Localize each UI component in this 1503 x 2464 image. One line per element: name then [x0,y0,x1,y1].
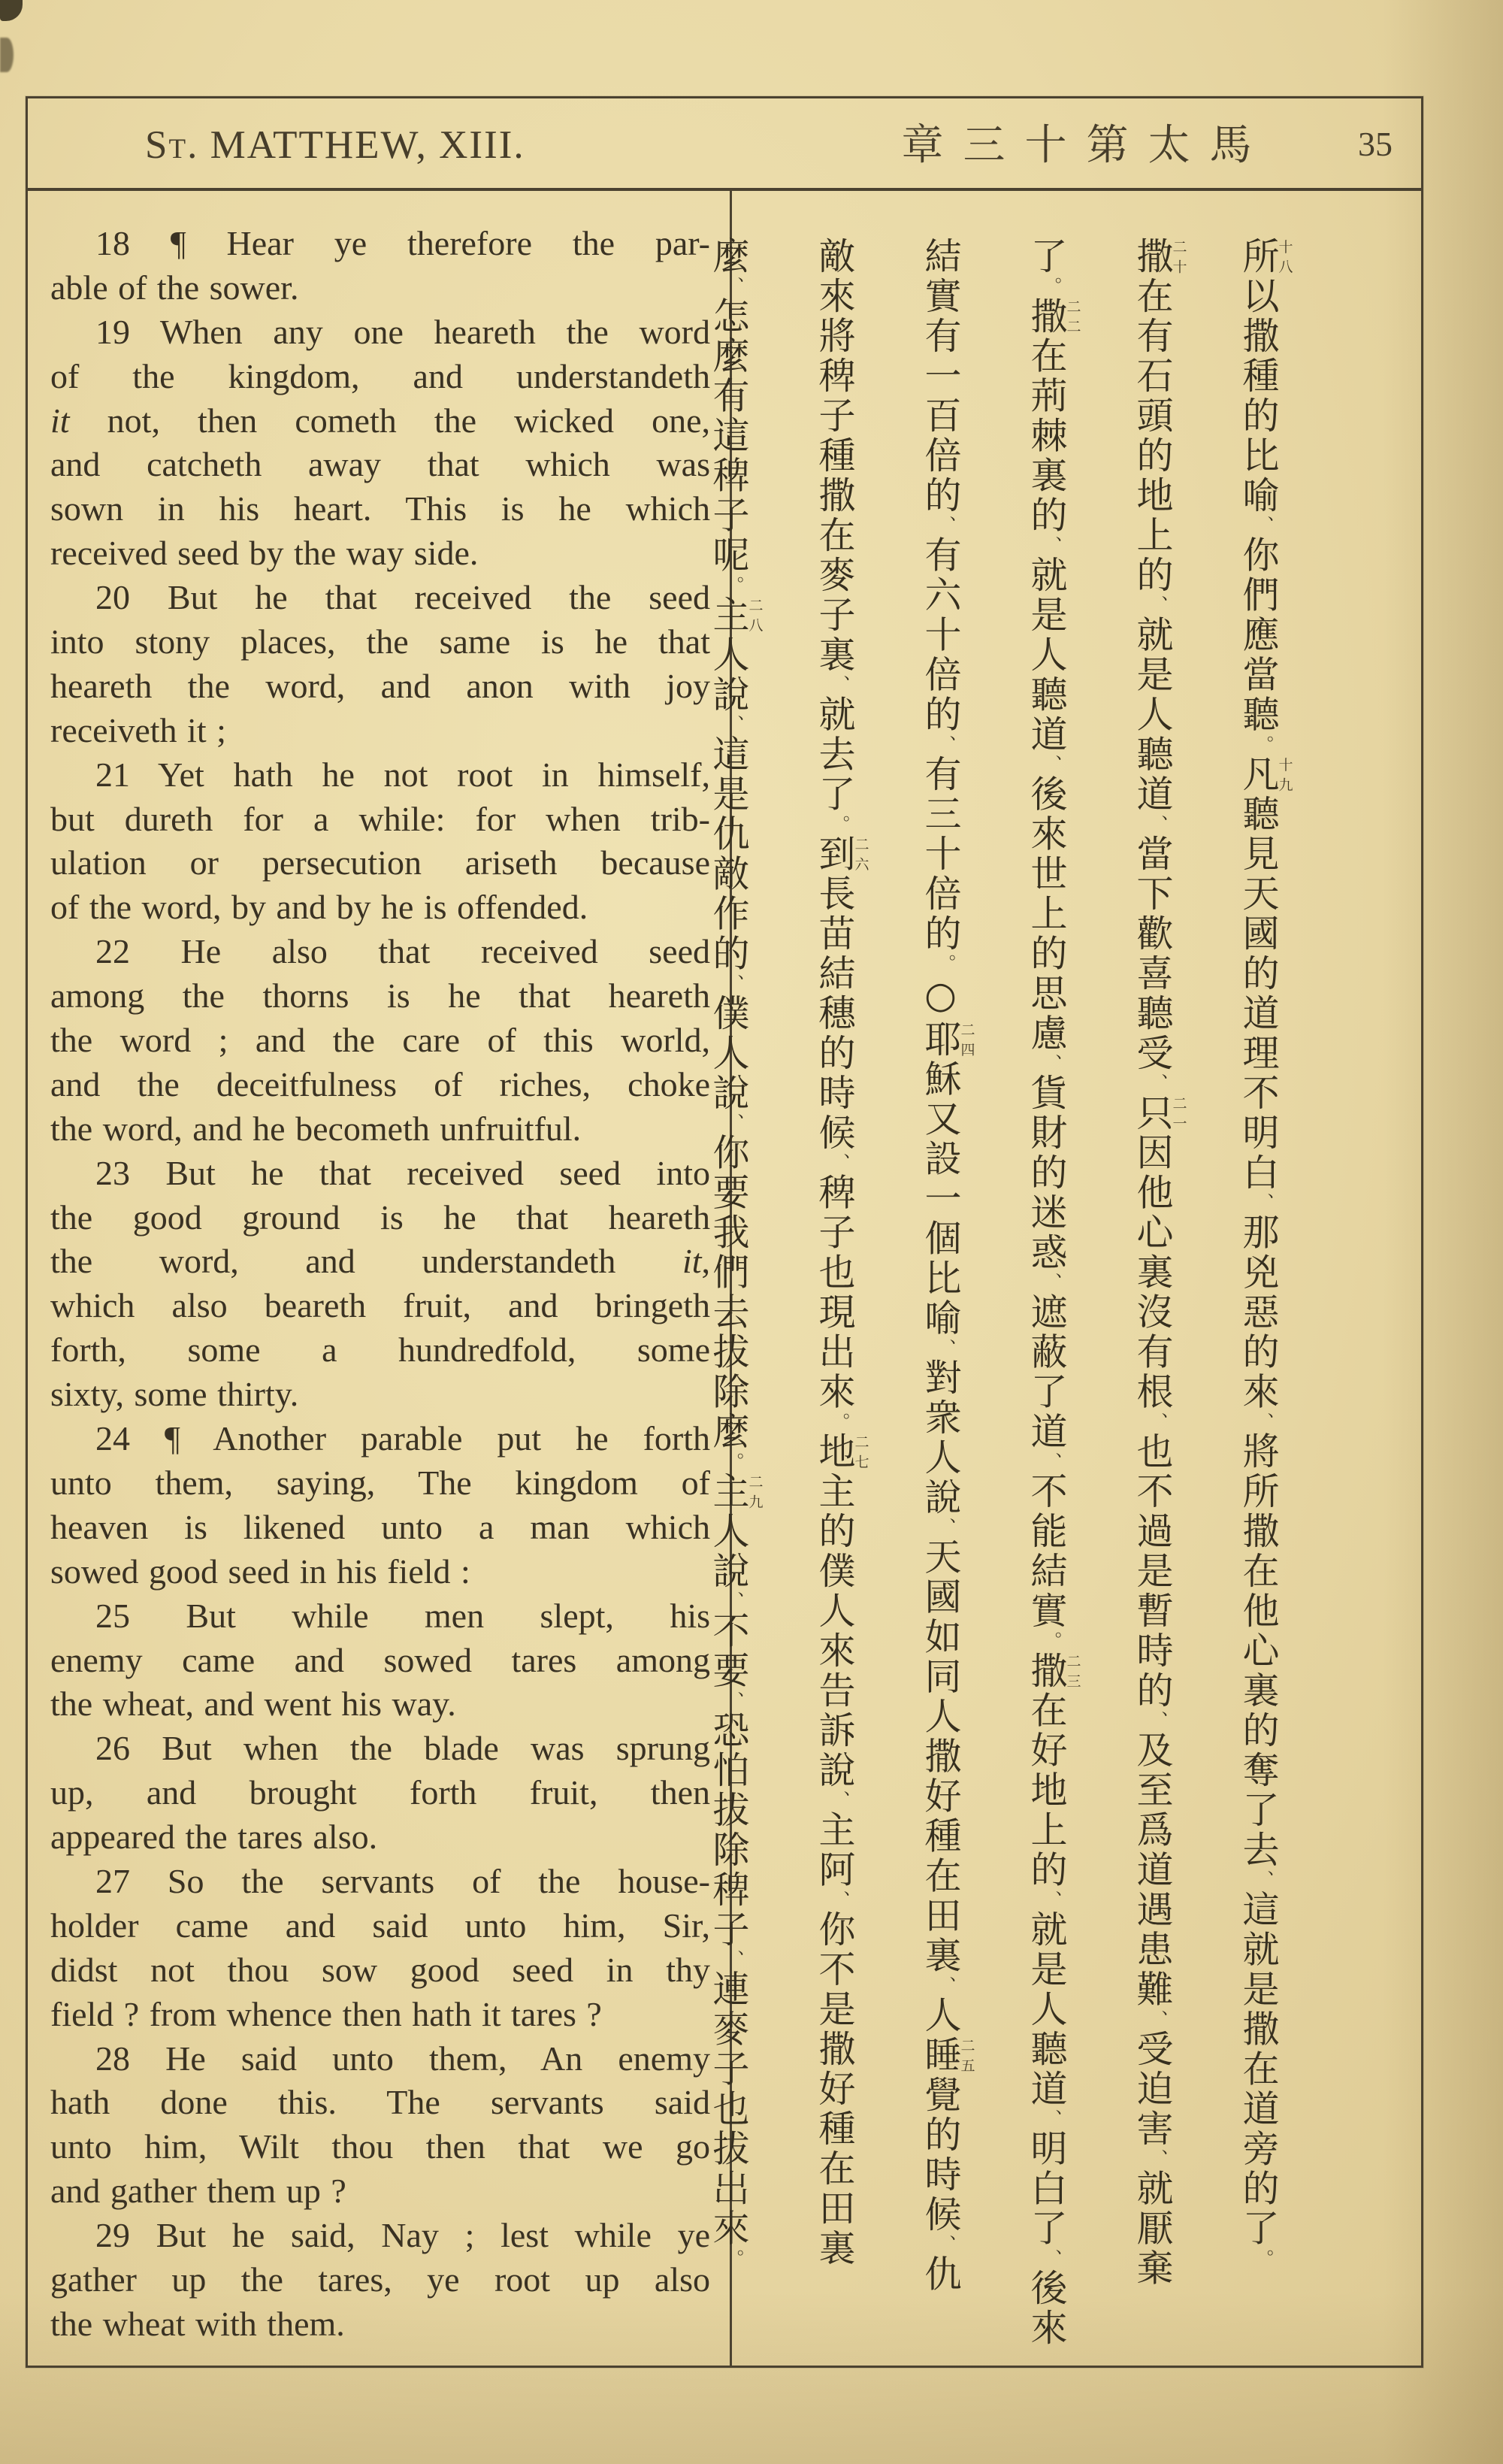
scan-artifact-edge [0,38,14,72]
text-line: hath done this. The servants said [50,2083,710,2122]
verse-number-annotation: 主二九 [707,1472,764,1512]
punctuation: 。 [723,575,745,595]
punctuation: 、 [723,1113,745,1134]
punctuation: 。 [723,2248,745,2269]
text-line: gather up the tares, ye root up also [50,2260,710,2299]
text-line: holder came and said unto him, Sir, [50,1906,710,1945]
punctuation: 、 [1041,2109,1063,2130]
chinese-column: 了。撒二二在荊棘裏的、就是人聽道、後來世上的思慮、貨財的迷惑、遮蔽了道、不能結實。撒二三在好地上的、就是人聽道、明白了、後來 [1025,237,1081,2348]
punctuation: 、 [935,1338,957,1358]
punctuation: 、 [935,1975,957,1996]
page-header [28,98,1421,188]
text-line: the good ground is he that heareth [50,1197,710,1237]
text-line: received seed by the way side. [50,534,479,573]
text-line: the wheat, and went his way. [50,1685,456,1724]
punctuation: 、 [1147,1711,1169,1731]
punctuation: 。 [1253,734,1275,755]
punctuation: 、 [1041,1053,1063,1073]
punctuation: 、 [1147,1073,1169,1094]
punctuation: 、 [1253,1870,1275,1890]
chinese-text-section [676,237,1311,2348]
text-line: heareth the word, and anon with joy [50,666,710,705]
punctuation: 、 [1147,2009,1169,2030]
punctuation: 。 [829,814,851,834]
text-line: the wheat with them. [50,2304,345,2343]
punctuation: 、 [935,1518,957,1538]
punctuation: 、 [829,1790,851,1811]
punctuation: 、 [723,1691,745,1711]
text-line: unto him, Wilt thou then that we go [50,2127,710,2166]
text-line: sowed good seed in his field : [50,1551,470,1591]
text-line: 22 He also that received seed [95,932,710,971]
verse-number-annotation: 撒二二 [1025,296,1081,337]
text-line: of the word, by and by he is offended. [50,888,588,927]
text-line: didst not thou sow good seed in thy [50,1950,710,1989]
header-rule [26,188,1423,191]
chinese-column: 麼、怎麼有這稗子呢。主二八人說、這是仇敵作的、僕人說、你要我們去拔除麼。主二九人說、不要、恐怕拔除稗子、連麥子也拔出來。 [707,237,764,2269]
punctuation: 。 [1041,1631,1063,1651]
running-head-chinese: 章三十第太馬 [901,121,1272,170]
punctuation: 、 [1041,755,1063,775]
punctuation: 、 [723,1591,745,1612]
punctuation: 、 [1041,1890,1063,1910]
punctuation: 。 [935,954,957,974]
punctuation: 、 [1253,1193,1275,1213]
verse-number-annotation: 凡十九 [1237,755,1293,795]
page-number: 35 [1358,125,1393,163]
text-line: 18 ¶ Hear ye therefore the par- [95,224,710,262]
punctuation: 、 [935,516,957,536]
punctuation: 。 [1253,2248,1275,2269]
text-line: appeared the tares also. [50,1818,378,1857]
punctuation: 、 [1041,1273,1063,1293]
text-line: 21 Yet hath he not root in himself, [95,755,710,794]
punctuation: 、 [1041,535,1063,555]
chinese-column: 撒二十在有石頭的地上的、就是人聽道、當下歡喜聽受、只二一因他心裏沒有根、也不過是暫時的、及至爲道遇患難、受迫害、就厭棄 [1131,237,1187,2289]
punctuation: 、 [723,715,745,735]
punctuation: 、 [723,1950,745,1970]
punctuation: 、 [1147,814,1169,834]
punctuation: 、 [935,2235,957,2255]
punctuation: 、 [1041,2248,1063,2269]
text-line: and catcheth away that which was [50,445,710,484]
verse-number-annotation: 到二六 [813,834,869,874]
text-line: it not, then cometh the wicked one, [50,401,710,440]
text-line: enemy came and sowed tares among [50,1640,710,1679]
verse-number-annotation: 所十八 [1237,237,1293,277]
text-line: of the kingdom, and understandeth [50,356,710,395]
chinese-column: 所十八以撒種的比喻、你們應當聽。凡十九聽見天國的道理不明白、那兇惡的來、將所撒在他心裏的奪了去、這就是撒在道旁的了。 [1237,237,1293,2269]
text-line: 26 But when the blade was sprung [95,1729,710,1768]
verse-number-annotation: 睡二五 [919,2036,975,2075]
punctuation: 、 [1147,1412,1169,1432]
punctuation: 、 [829,1890,851,1910]
text-line: and gather them up ? [50,2172,346,2211]
text-line: but dureth for a while: for when trib- [50,799,710,838]
text-line: the word, and understandeth it, [50,1242,710,1281]
chinese-column: 敵來將稗子種撒在麥子裏、就去了。到二六長苗結穗的時候、稗子也現出來。地二七主的僕人來告訴說、主阿、你不是撒好種在田裏 [813,237,869,2269]
text-line: 27 So the servants of the house- [95,1861,710,1900]
verse-number-annotation: 主二八 [707,595,764,635]
text-line: which also beareth fruit, and bringeth [50,1286,710,1325]
text-line: up, and brought forth fruit, then [50,1773,710,1812]
running-head-english: St. MATTHEW, XIII. [145,123,525,167]
punctuation: 。 [829,1412,851,1432]
scan-artifact-corner [0,0,23,21]
verse-number-annotation: 只二一 [1131,1093,1187,1134]
punctuation: 。 [1041,277,1063,297]
punctuation: 、 [1041,1451,1063,1472]
text-line: into stony places, the same is he that [50,622,710,661]
text-line: 25 But while men slept, his [95,1596,710,1635]
text-line: and the deceitfulness of riches, choke [50,1064,710,1103]
punctuation: 、 [1147,2149,1169,2169]
text-line: the word, and he becometh unfruitful. [50,1109,582,1148]
text-line: 20 But he that received the seed [95,578,710,617]
text-line: 19 When any one heareth the word [95,312,710,351]
text-line: able of the sower. [50,268,299,307]
verse-number-annotation: 撒二十 [1131,237,1187,277]
punctuation: 、 [723,973,745,994]
text-line: sixty, some thirty. [50,1375,299,1414]
punctuation: 、 [1253,516,1275,536]
english-text-column [50,222,710,2347]
punctuation: 、 [723,277,745,297]
page-frame [26,96,1423,2368]
text-line: heaven is likened unto a man which [50,1507,710,1546]
text-line: the word ; and the care of this world, [50,1021,710,1060]
text-line: receiveth it ; [50,710,226,749]
text-line: unto them, saying, The kingdom of [50,1463,710,1502]
text-line: 29 But he said, Nay ; lest while ye [95,2216,710,2255]
verse-number-annotation: 撒二三 [1025,1651,1081,1691]
text-line: field ? from whence then hath it tares ? [50,1994,602,2033]
chinese-column: 結實有一百倍的、有六十倍的、有三十倍的。○耶二四穌又設一個比喻、對衆人說、天國如同人撒好種在田裏、人睡二五覺的時候、仇 [919,237,975,2295]
punctuation: 、 [829,1153,851,1173]
verse-number-annotation: 地二七 [813,1432,869,1472]
text-line: ulation or persecution ariseth because [50,843,710,882]
punctuation: 、 [829,675,851,695]
punctuation: 。 [723,1451,745,1472]
text-line: among the thorns is he that heareth [50,976,710,1016]
verse-number-annotation: 耶二四 [919,1019,975,1060]
text-line: forth, some a hundredfold, some [50,1330,710,1370]
punctuation: 、 [1253,1412,1275,1432]
text-line: sown in his heart. This is he which [50,489,710,528]
text-line: 23 But he that received seed into [95,1153,710,1192]
punctuation: 、 [935,734,957,755]
text-line: 28 He said unto them, An enemy [95,2039,710,2078]
text-line: 24 ¶ Another parable put he forth [95,1419,710,1458]
punctuation: 、 [1147,595,1169,616]
